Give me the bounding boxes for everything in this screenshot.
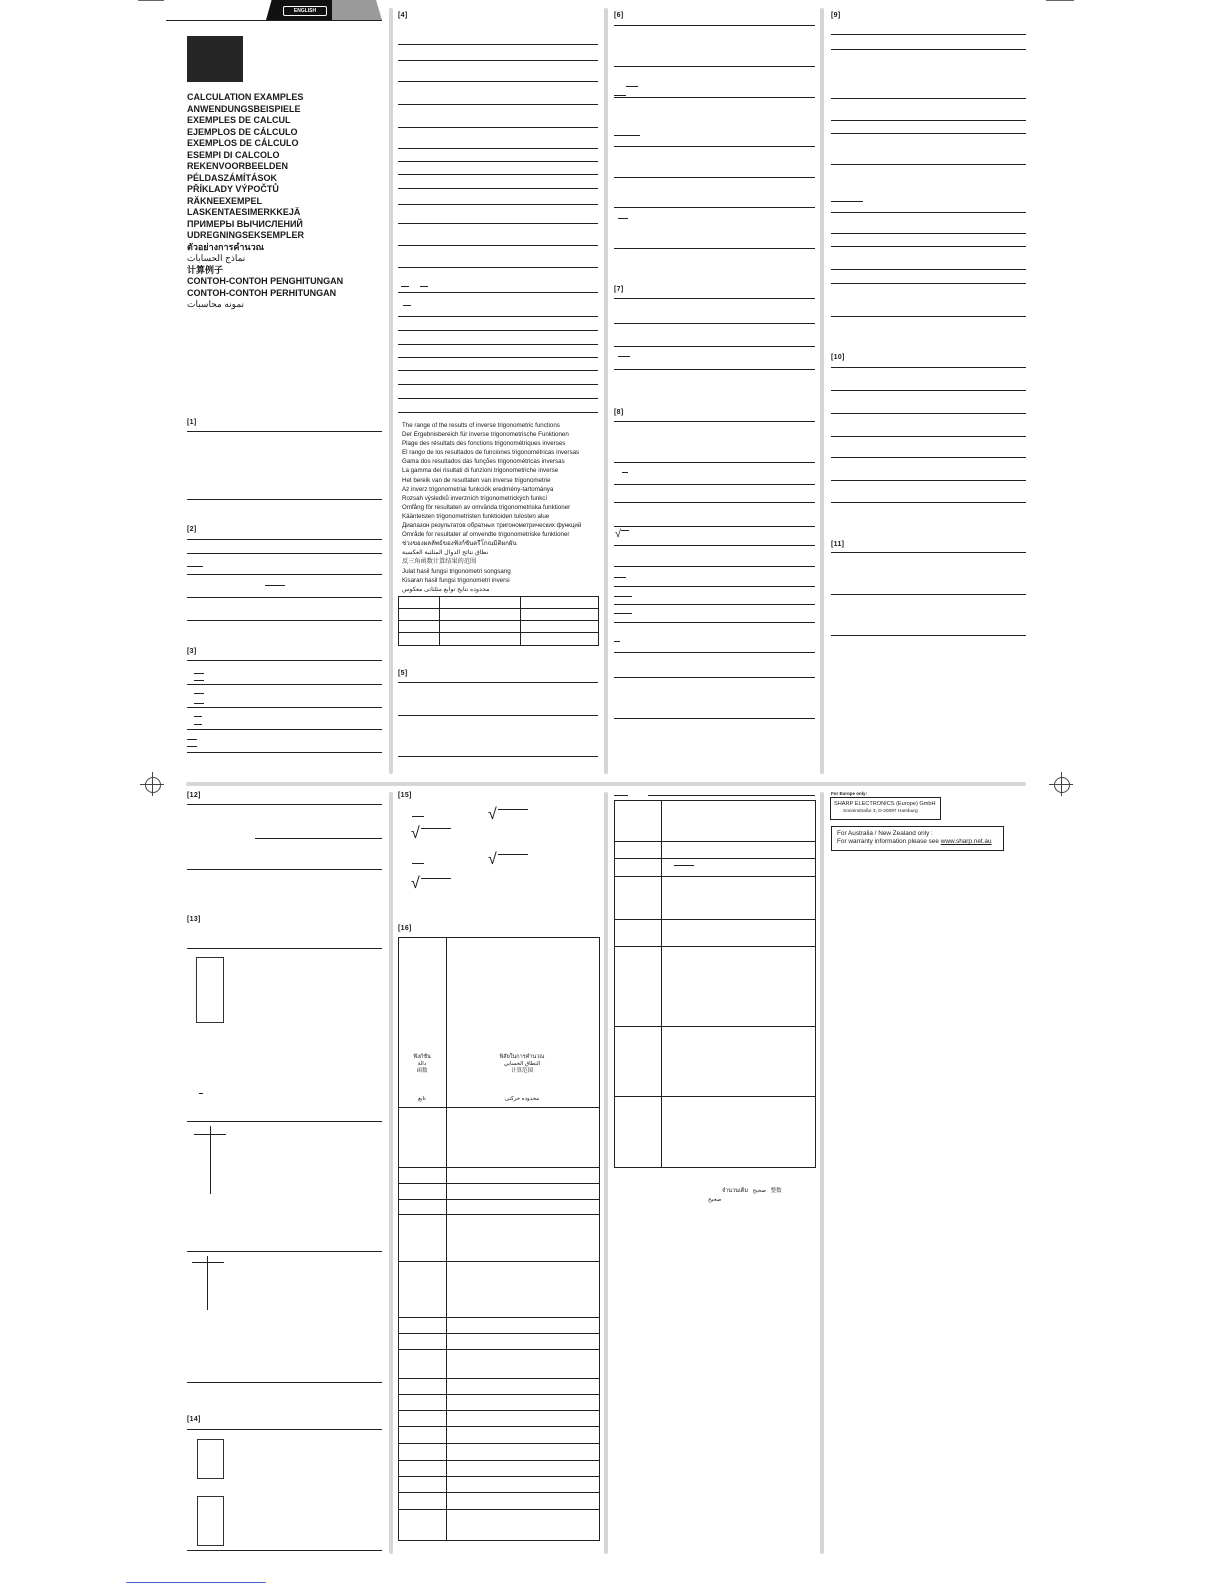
title-color-block (187, 36, 243, 82)
title: REKENVOORBEELDEN (187, 161, 289, 171)
table-header-range-fa: محدوده حرکتی (504, 1096, 540, 1102)
header-tab (266, 0, 382, 20)
column-separator (604, 792, 608, 1554)
inverse-trig-range-text: The range of the results of inverse trigonometric functions Der Ergebnisbereich für inverse trigonometrische Funktionen Plage des résultats des fonctions trigonométriques inverses El rango de los resultados de funciones trigonométricas inversas Gama dos resultados das funções trigonométricas inversas La gamma dei risultati di funzioni trigonometriche inverse Het bereik van de resultaten van inverse trigonometrie Az inverz trigonometriai funkciók eredmény-tartománya Rozsah výsledků inverzních trigonometrických funkcí Omfång för resultaten av omvända trigonometriska funktioner Käänteisten trigonometristen funktioiden tulosten alue Диапазон результатов обратных тригонометрических функций Område for resultater af omvendte trigonometriske funktioner ช่วงของผลลัพธ์ของฟังก์ชันตรีโกณมิติผกผัน نطاق نتائج الدوال المثلثية العكسية 反三角函数计算结果的范围 Julat hasil fungsi trigonometri songsang Kisaran hasil fungsi trigonometri inversi محدوده نتایج توابع مثلثاتی معکوس (402, 422, 582, 593)
column-separator (389, 8, 393, 774)
title: نماذج الحسابات (187, 253, 246, 263)
language-badge: ENGLISH (283, 6, 327, 16)
australia-warranty-box (831, 826, 1004, 851)
europe-address-box (830, 797, 941, 820)
title: UDREGNINGSEKSEMPLER (187, 230, 305, 240)
section-heading: [4] (398, 12, 408, 19)
sqrt-symbol: √ (615, 528, 622, 540)
title: CALCULATION EXAMPLES (187, 92, 304, 102)
title: PŘÍKLADY VÝPOČTŮ (187, 184, 279, 194)
title: ПРИМЕРЫ ВЫЧИСЛЕНИЙ (187, 218, 303, 229)
column-separator (389, 792, 393, 1554)
title: EXEMPLES DE CALCUL (187, 115, 291, 125)
section-heading: [13] (187, 916, 201, 923)
section-heading: [12] (187, 792, 201, 799)
calc-range-table-cont (614, 800, 816, 1168)
title: CONTOH-CONTOH PERHITUNGAN (187, 287, 337, 298)
section-heading: [8] (614, 409, 624, 416)
fold-line (186, 782, 1026, 786)
section-heading: [11] (831, 541, 845, 548)
section-heading: [15] (398, 792, 412, 799)
trig-range-table (398, 596, 599, 646)
title: CONTOH-CONTOH PENGHITUNGAN (187, 276, 344, 286)
title-list (187, 92, 343, 311)
section-heading: [10] (831, 354, 845, 361)
company-name: SHARP ELECTRONICS (Europe) GmbH (834, 801, 936, 807)
title: ESEMPI DI CALCOLO (187, 149, 280, 160)
column-separator (820, 792, 824, 1554)
warranty-link[interactable]: www.sharp.net.au (940, 838, 992, 845)
section-heading: [16] (398, 925, 412, 932)
section-heading: [2] (187, 526, 197, 533)
registration-mark-right (1049, 772, 1073, 796)
bracket-box (197, 1496, 224, 1546)
title: ตัวอย่างการคำนวณ (187, 241, 264, 252)
sqrt-symbol: √ (411, 875, 420, 892)
au-line-2: For warranty information please see (837, 838, 939, 845)
bracket-box (197, 1439, 224, 1479)
title: EXEMPLOS DE CÁLCULO (187, 138, 299, 148)
multilang-integer-note-fa: صحیح (708, 1197, 722, 1203)
section-heading: [5] (398, 670, 408, 677)
title: PÉLDASZÁMÍTÁSOK (187, 172, 277, 183)
calc-range-table (398, 937, 600, 1541)
section-heading: [7] (614, 286, 624, 293)
section-heading: [14] (187, 1416, 201, 1423)
title: ANWENDUNGSBEISPIELE (187, 103, 301, 114)
registration-mark-left (140, 772, 164, 796)
section-heading: [9] (831, 12, 841, 19)
section-heading: [6] (614, 12, 624, 19)
sqrt-symbol: √ (411, 825, 420, 842)
sqrt-symbol: √ (488, 851, 497, 868)
title: نمونه محاسبات (187, 299, 245, 309)
europe-heading: For Europe only: (831, 791, 867, 796)
sqrt-symbol: √ (488, 806, 497, 823)
column-separator (604, 8, 608, 774)
table-header-function-fa: تابع (418, 1096, 426, 1102)
title: EJEMPLOS DE CÁLCULO (187, 126, 298, 137)
title: LASKENTAESIMERKKEJÄ (187, 207, 301, 217)
section-heading: [1] (187, 419, 197, 426)
bracket-box (196, 957, 224, 1023)
table-header-function: ฟังก์ชัน دالة 函数 (413, 1054, 431, 1074)
title: 计算例子 (187, 264, 224, 275)
table-header-range: พิสัยในการคำนวณ النطاق الحسابي 计算范围 (499, 1054, 545, 1074)
multilang-integer-note: จำนวนเต็ม صحيح 整数 (722, 1188, 782, 1194)
title: RÄKNEEXEMPEL (187, 195, 263, 206)
company-address: Sonninstraße 3, D-20097 Hamburg (843, 809, 918, 814)
au-line-1: For Australia / New Zealand only : (837, 830, 933, 837)
section-heading: [3] (187, 648, 197, 655)
column-separator (820, 8, 824, 774)
